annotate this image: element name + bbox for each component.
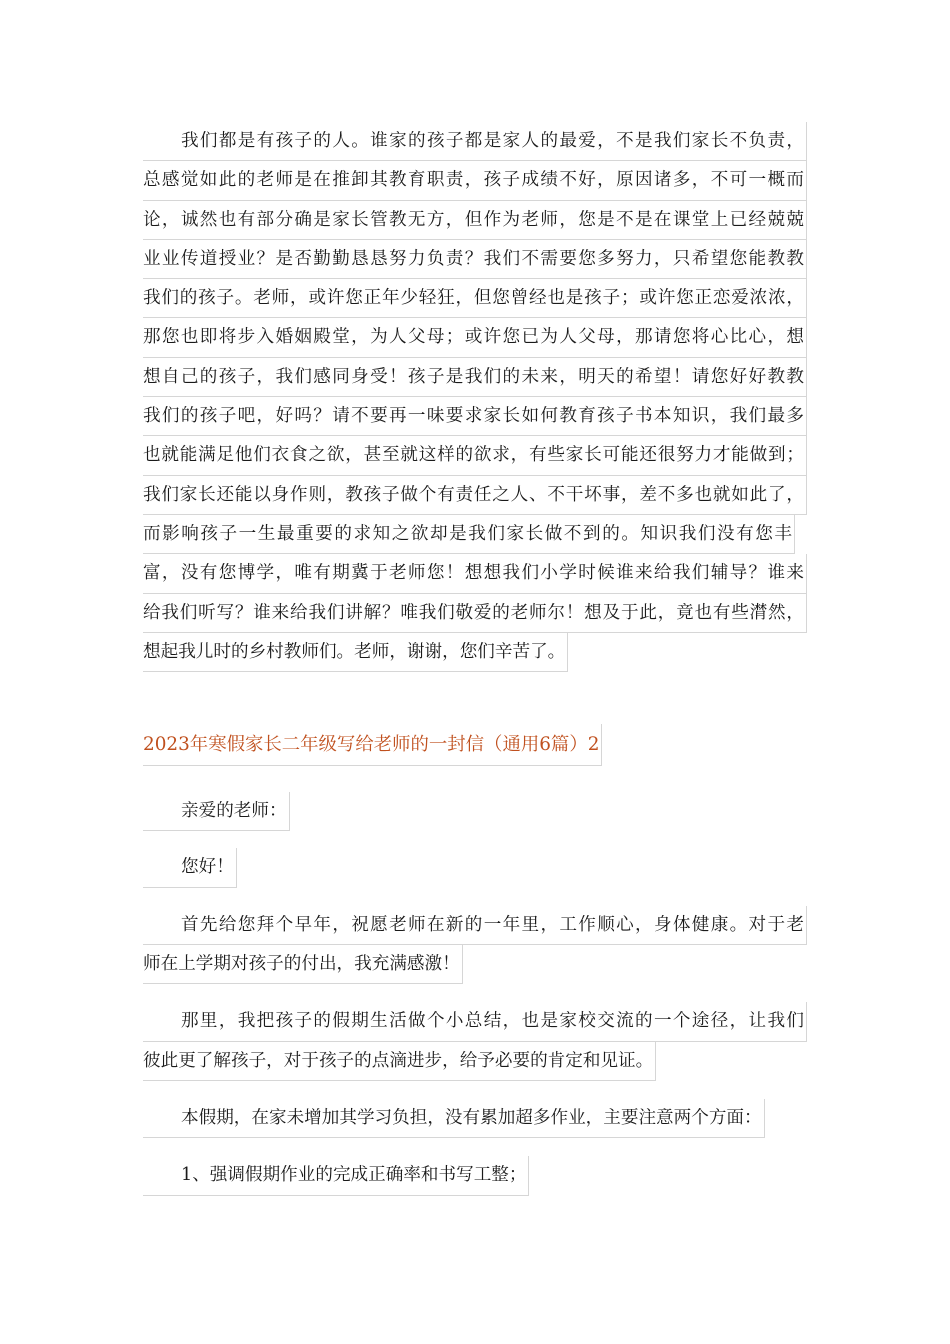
document-page [143,122,807,1196]
text-line: 彼此更了解孩子，对于孩子的点滴进步，给予必要的肯定和见证。 [143,1042,656,1081]
paragraph-wishes [143,906,807,985]
text-line: 那您也即将步入婚姻殿堂，为人父母；或许您已为人父母，那请您将心比心，想 [143,318,807,357]
text-line: 论，诚然也有部分确是家长管教无方，但作为老师，您是不是在课堂上已经兢兢 [143,201,807,240]
salutation: 亲爱的老师： [143,792,290,831]
list-item: 1、强调假期作业的完成正确率和书写工整； [143,1156,529,1195]
paragraph-holiday: 本假期，在家未增加其学习负担，没有累加超多作业，主要注意两个方面： [143,1099,765,1138]
text-line: 我们的孩子吧，好吗？请不要再一味要求家长如何教育孩子书本知识，我们最多 [143,397,807,436]
text-line: 而影响孩子一生最重要的求知之欲却是我们家长做不到的。知识我们没有您丰 [143,515,795,554]
section-heading: 2023年寒假家长二年级写给老师的一封信（通用6篇）2 [143,724,602,766]
text-line: 首先给您拜个早年，祝愿老师在新的一年里，工作顺心，身体健康。对于老 [143,906,807,945]
paragraph-parent-letter [143,122,807,672]
paragraph-summary [143,1002,807,1081]
text-line: 也就能满足他们衣食之欲，甚至就这样的欲求，有些家长可能还很努力才能做到； [143,436,807,475]
greeting: 您好！ [143,848,237,887]
text-line: 富，没有您博学，唯有期冀于老师您！想想我们小学时候谁来给我们辅导？谁来 [143,554,807,593]
text-line: 业业传道授业？是否勤勤恳恳努力负责？我们不需要您多努力，只希望您能教教 [143,240,807,279]
text-line: 我们都是有孩子的人。谁家的孩子都是家人的最爱，不是我们家长不负责， [143,122,807,161]
text-line: 我们的孩子。老师，或许您正年少轻狂，但您曾经也是孩子；或许您正恋爱浓浓， [143,279,807,318]
text-line: 给我们听写？谁来给我们讲解？唯我们敬爱的老师尔！想及于此，竟也有些潸然， [143,594,807,633]
text-line: 想起我儿时的乡村教师们。老师，谢谢，您们辛苦了。 [143,633,568,672]
text-line: 想自己的孩子，我们感同身受！孩子是我们的未来，明天的希望！请您好好教教 [143,358,807,397]
text-line: 总感觉如此的老师是在推卸其教育职责，孩子成绩不好，原因诸多，不可一概而 [143,161,807,200]
text-line: 师在上学期对孩子的付出，我充满感激！ [143,945,463,984]
text-line: 那里，我把孩子的假期生活做个小总结，也是家校交流的一个途径，让我们 [143,1002,807,1041]
text-line: 我们家长还能以身作则，教孩子做个有责任之人、不干坏事，差不多也就如此了， [143,476,807,515]
